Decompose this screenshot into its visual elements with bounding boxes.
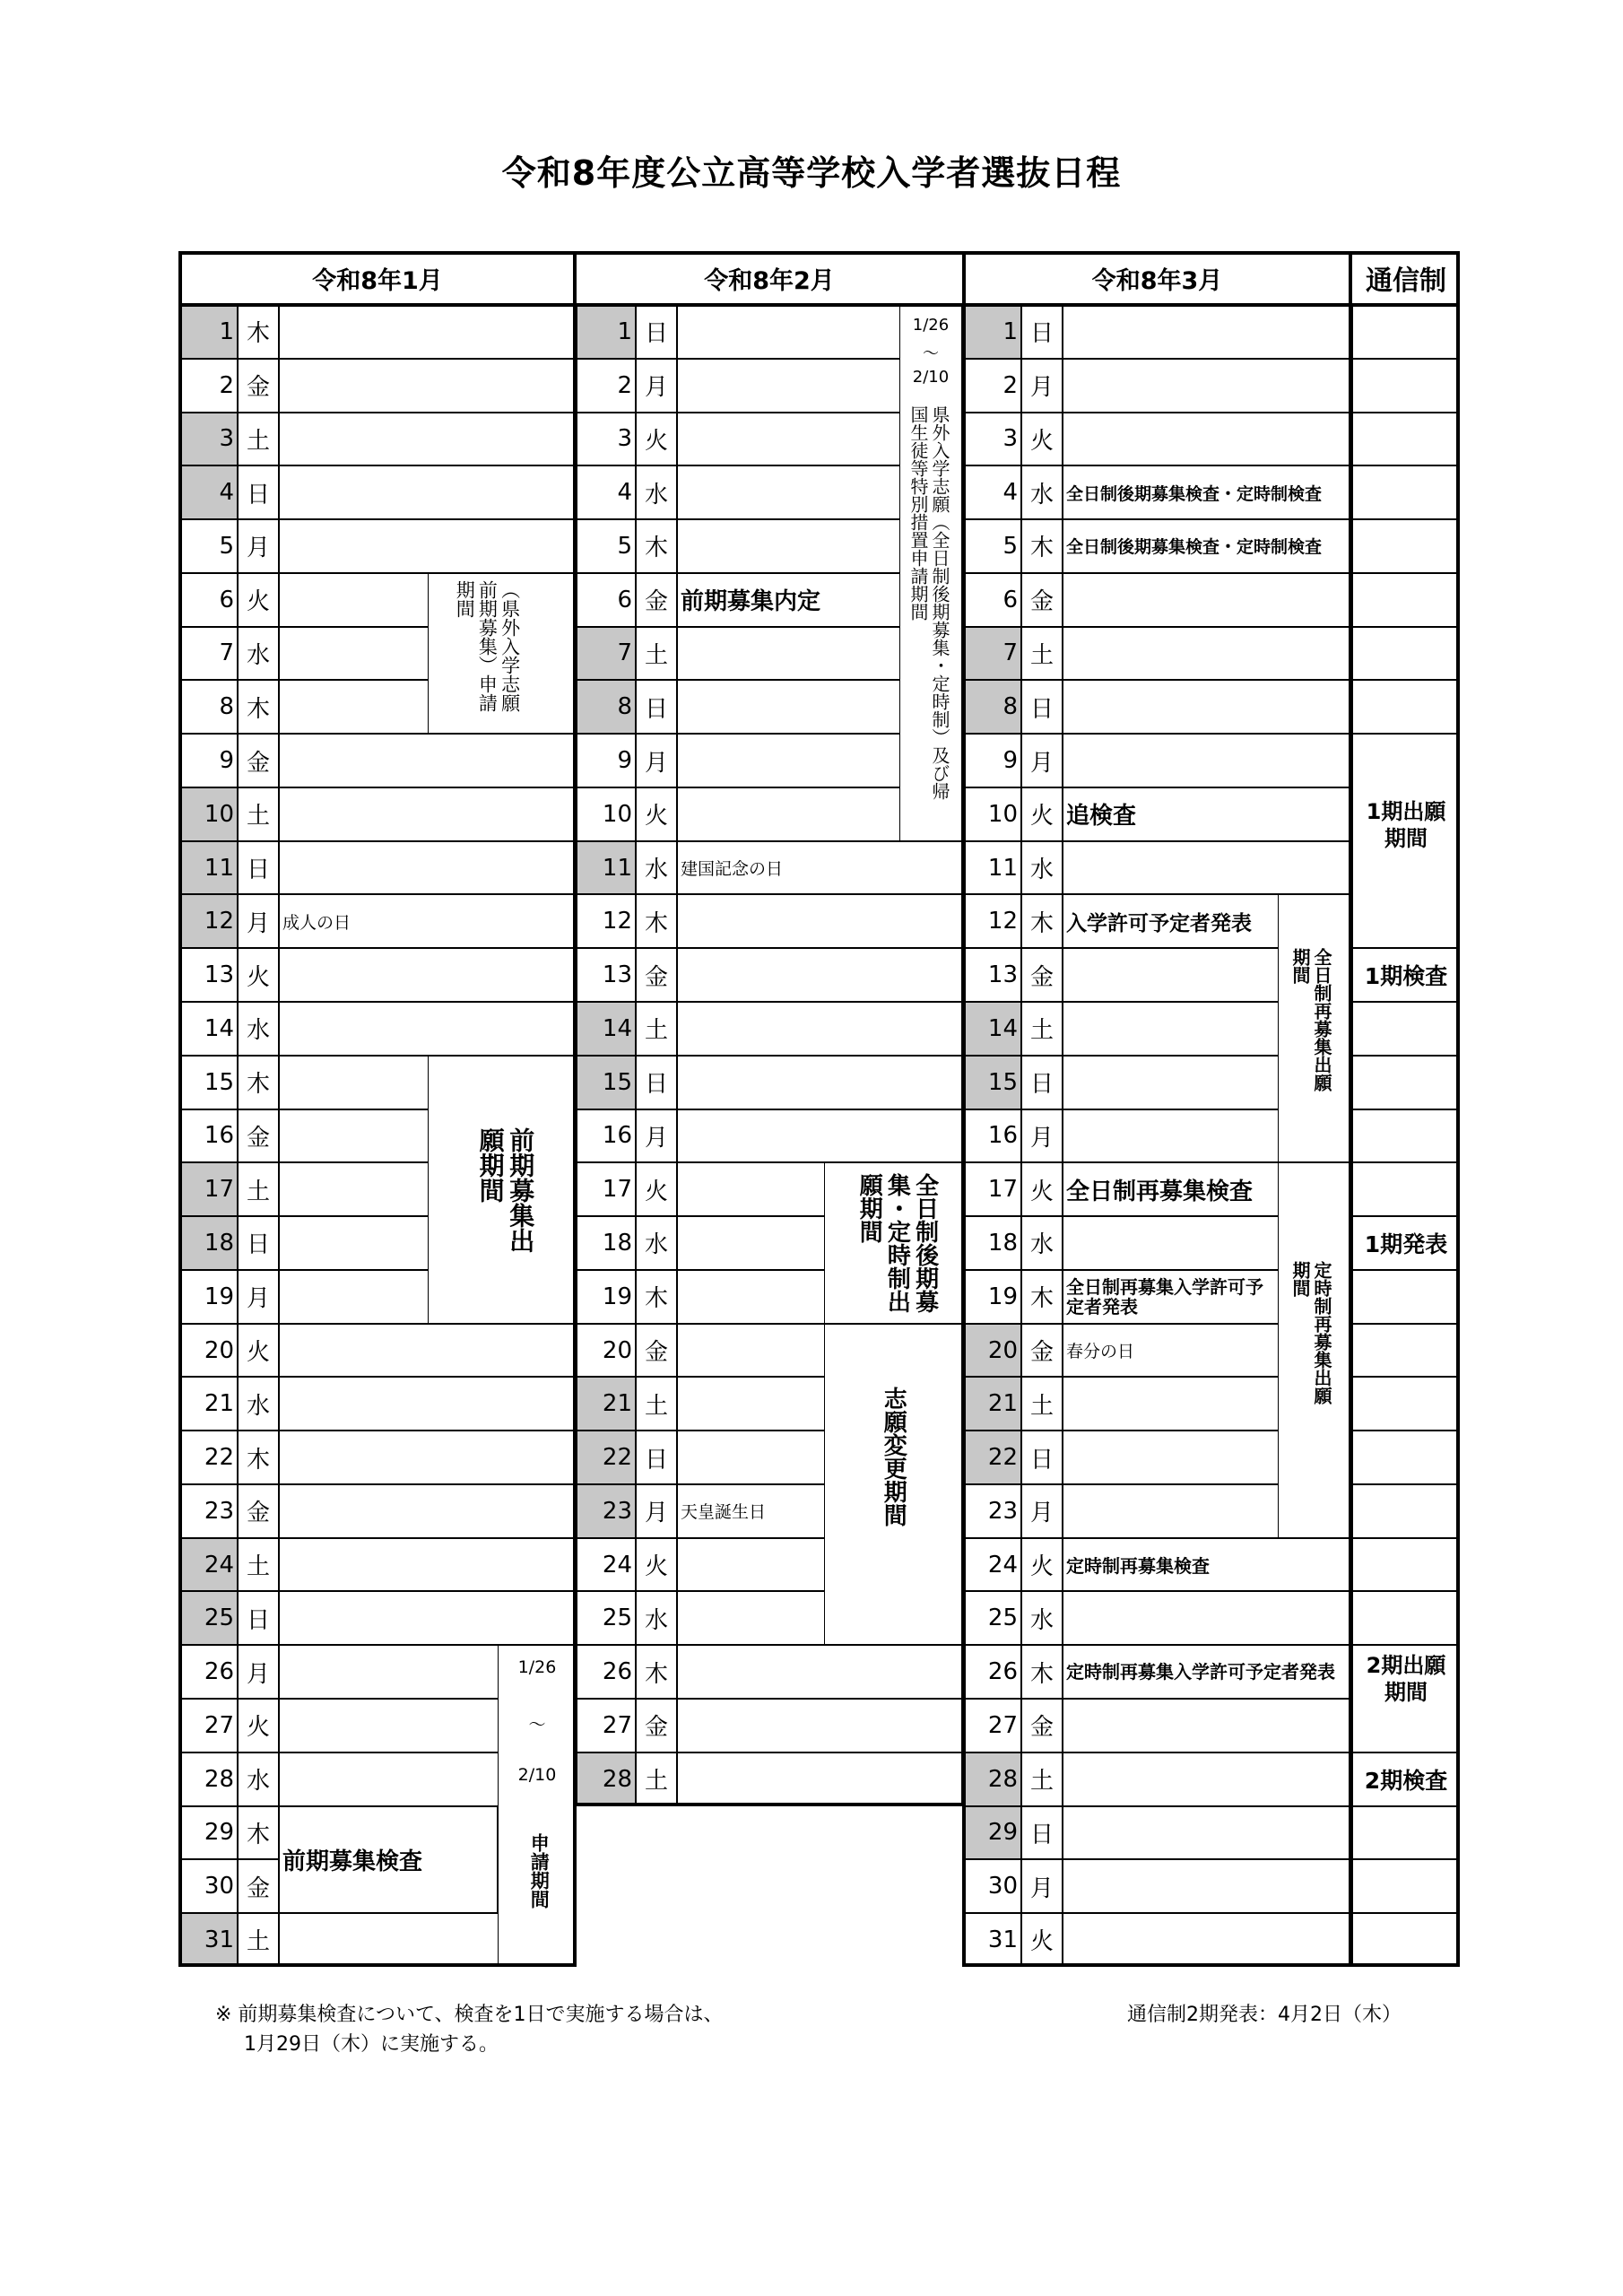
march-weekday: 月 bbox=[1029, 749, 1054, 777]
march-weekday: 金 bbox=[1029, 1339, 1054, 1366]
february-weekday: 木 bbox=[644, 1285, 668, 1313]
january-weekday: 木 bbox=[246, 1071, 270, 1099]
footnote-right: 通信制2期発表：4月2日（木） bbox=[1127, 2004, 1402, 2026]
march-weekday: 金 bbox=[1029, 963, 1054, 991]
february-weekday: 日 bbox=[644, 695, 668, 723]
january-weekday: 土 bbox=[246, 1928, 270, 1956]
march-day-number: 11 bbox=[987, 854, 1018, 882]
february-day-number: 24 bbox=[602, 1551, 632, 1578]
february-day-number: 14 bbox=[602, 1014, 632, 1042]
march-day-number: 14 bbox=[987, 1014, 1018, 1042]
march-weekday: 火 bbox=[1029, 1553, 1054, 1581]
january-weekday: 土 bbox=[246, 1178, 270, 1205]
march-day-number: 13 bbox=[987, 961, 1018, 989]
header-mar: 令和8年3月 bbox=[1091, 266, 1223, 295]
january-day-number: 30 bbox=[204, 1873, 234, 1900]
march-weekday: 火 bbox=[1029, 1928, 1054, 1956]
january-weekday: 月 bbox=[246, 909, 270, 937]
january-weekday: 火 bbox=[246, 588, 270, 616]
february-weekday: 土 bbox=[644, 1017, 668, 1045]
february-day-number: 2 bbox=[617, 371, 632, 399]
february-day-number: 12 bbox=[602, 908, 632, 935]
footnote-line1: ※ 前期募集検査について、検査を1日で実施する場合は、 bbox=[215, 2004, 724, 2026]
january-day-number: 24 bbox=[204, 1551, 234, 1578]
march-weekday: 土 bbox=[1029, 1392, 1054, 1420]
january-day-number: 12 bbox=[204, 908, 234, 935]
february-day-number: 27 bbox=[602, 1711, 632, 1739]
mar-kensa-4: 全日制後期募集検査・定時制検査 bbox=[1066, 483, 1323, 504]
february-day-number: 4 bbox=[617, 479, 632, 507]
january-weekday: 土 bbox=[246, 427, 270, 455]
february-weekday: 金 bbox=[644, 1714, 668, 1742]
february-weekday: 月 bbox=[644, 374, 668, 402]
march-day-number: 12 bbox=[987, 908, 1018, 935]
january-weekday: 日 bbox=[246, 1231, 270, 1259]
march-weekday: 土 bbox=[1029, 1768, 1054, 1796]
march-weekday: 水 bbox=[1029, 857, 1054, 884]
february-day-number: 22 bbox=[602, 1444, 632, 1472]
feb-span-tilde: ～ bbox=[923, 344, 939, 363]
march-day-number: 4 bbox=[1002, 479, 1018, 507]
february-day-number: 16 bbox=[602, 1122, 632, 1150]
february-weekday: 金 bbox=[644, 1339, 668, 1366]
january-weekday: 金 bbox=[246, 1500, 270, 1527]
march-day-number: 3 bbox=[1002, 425, 1018, 453]
mar-shunbun: 春分の日 bbox=[1066, 1342, 1135, 1361]
march-weekday: 月 bbox=[1029, 1124, 1054, 1152]
january-day-number: 15 bbox=[204, 1068, 234, 1096]
mar-tei-shutsugan-text: 定時制再募集出願期間 bbox=[1289, 1261, 1332, 1405]
february-weekday: 月 bbox=[644, 1124, 668, 1152]
january-day-number: 22 bbox=[204, 1444, 234, 1472]
january-weekday: 月 bbox=[246, 1660, 270, 1688]
feb-kouki-text: 全日制後期募集・定時制出願期間 bbox=[855, 1173, 939, 1314]
march-weekday: 日 bbox=[1029, 320, 1054, 348]
march-day-number: 26 bbox=[987, 1658, 1018, 1686]
january-weekday: 金 bbox=[246, 374, 270, 402]
march-weekday: 水 bbox=[1029, 1231, 1054, 1259]
march-weekday: 木 bbox=[1029, 1660, 1054, 1688]
february-day-number: 17 bbox=[602, 1176, 632, 1204]
march-weekday: 木 bbox=[1029, 909, 1054, 937]
january-day-number: 4 bbox=[219, 479, 234, 507]
mar-frame bbox=[962, 251, 1352, 1967]
january-day-number: 23 bbox=[204, 1497, 234, 1525]
ts-ki2-kensa: 2期検査 bbox=[1364, 1767, 1448, 1794]
feb-tennou: 天皇誕生日 bbox=[681, 1502, 767, 1523]
january-day-number: 5 bbox=[219, 532, 234, 560]
february-weekday: 火 bbox=[644, 1178, 668, 1205]
march-day-number: 18 bbox=[987, 1229, 1018, 1257]
february-day-number: 11 bbox=[602, 854, 632, 882]
february-day-number: 5 bbox=[617, 532, 632, 560]
january-weekday: 水 bbox=[246, 1768, 270, 1796]
january-weekday: 日 bbox=[246, 857, 270, 884]
january-day-number: 19 bbox=[204, 1283, 234, 1310]
mar-tei-kensa: 定時制再募集検査 bbox=[1066, 1555, 1210, 1578]
march-day-number: 25 bbox=[987, 1605, 1018, 1632]
february-day-number: 21 bbox=[602, 1390, 632, 1418]
march-day-number: 24 bbox=[987, 1551, 1018, 1578]
february-weekday: 土 bbox=[644, 1392, 668, 1420]
february-weekday: 土 bbox=[644, 1768, 668, 1796]
january-day-number: 18 bbox=[204, 1229, 234, 1257]
march-weekday: 水 bbox=[1029, 481, 1054, 509]
feb-henkou-text: 志願変更期間 bbox=[880, 1386, 907, 1526]
february-day-number: 25 bbox=[602, 1605, 632, 1632]
march-day-number: 22 bbox=[987, 1444, 1018, 1472]
feb-frame bbox=[573, 251, 966, 1806]
february-weekday: 月 bbox=[644, 1500, 668, 1527]
january-day-number: 14 bbox=[204, 1014, 234, 1042]
march-day-number: 6 bbox=[1002, 586, 1018, 613]
jan-seijin: 成人の日 bbox=[282, 912, 352, 933]
january-weekday: 木 bbox=[246, 320, 270, 348]
march-weekday: 金 bbox=[1029, 588, 1054, 616]
january-day-number: 3 bbox=[219, 425, 234, 453]
march-day-number: 19 bbox=[987, 1283, 1018, 1310]
january-day-number: 17 bbox=[204, 1176, 234, 1204]
january-day-number: 16 bbox=[204, 1122, 234, 1150]
january-day-number: 9 bbox=[219, 747, 234, 775]
january-day-number: 28 bbox=[204, 1765, 234, 1793]
feb-span-label: 県外入学志願（全日制後期募集・定時制）及び帰国生徒等特別措置申請期間 bbox=[907, 404, 950, 800]
march-day-number: 10 bbox=[987, 800, 1018, 828]
january-day-number: 26 bbox=[204, 1658, 234, 1686]
march-day-number: 8 bbox=[1002, 693, 1018, 721]
march-day-number: 29 bbox=[987, 1819, 1018, 1847]
march-day-number: 9 bbox=[1002, 747, 1018, 775]
header-rule bbox=[178, 303, 1460, 307]
february-weekday: 金 bbox=[644, 588, 668, 616]
january-weekday: 金 bbox=[246, 749, 270, 777]
march-weekday: 木 bbox=[1029, 535, 1054, 562]
mar-zen-kensa: 全日制再募集検査 bbox=[1066, 1178, 1254, 1205]
mar-kensa-5: 全日制後期募集検査・定時制検査 bbox=[1066, 537, 1323, 558]
header-feb: 令和8年2月 bbox=[704, 266, 835, 295]
march-weekday: 月 bbox=[1029, 374, 1054, 402]
ts-ki1-kensa: 1期検査 bbox=[1364, 963, 1448, 990]
january-day-number: 20 bbox=[204, 1336, 234, 1364]
february-weekday: 水 bbox=[644, 481, 668, 509]
february-day-number: 10 bbox=[602, 800, 632, 828]
february-weekday: 木 bbox=[644, 1660, 668, 1688]
february-day-number: 19 bbox=[602, 1283, 632, 1310]
february-weekday: 火 bbox=[644, 1553, 668, 1581]
january-day-number: 6 bbox=[219, 586, 234, 613]
march-weekday: 火 bbox=[1029, 427, 1054, 455]
feb-empty bbox=[577, 1806, 962, 1967]
mar-tsui: 追検査 bbox=[1066, 803, 1137, 831]
jan-sub-from: 1/26 bbox=[517, 1657, 557, 1678]
february-day-number: 8 bbox=[617, 693, 632, 721]
ts-ki2-shutsugan: 2期出願期間 bbox=[1366, 1653, 1446, 1706]
january-day-number: 1 bbox=[219, 317, 234, 345]
february-weekday: 日 bbox=[644, 320, 668, 348]
header-jan: 令和8年1月 bbox=[312, 266, 443, 295]
january-weekday: 月 bbox=[246, 1285, 270, 1313]
february-day-number: 23 bbox=[602, 1497, 632, 1525]
march-day-number: 28 bbox=[987, 1765, 1018, 1793]
tsushin-frame bbox=[1349, 251, 1460, 1967]
jan-kengai-text: （県外入学志願前期募集）申請期間 bbox=[454, 579, 521, 712]
jan-sub-label: 申請期間 bbox=[528, 1832, 551, 1909]
mar-zen-shutsugan-text: 全日制再募集出願期間 bbox=[1289, 948, 1332, 1092]
february-weekday: 木 bbox=[644, 535, 668, 562]
january-day-number: 13 bbox=[204, 961, 234, 989]
march-day-number: 23 bbox=[987, 1497, 1018, 1525]
january-weekday: 日 bbox=[246, 481, 270, 509]
march-day-number: 20 bbox=[987, 1336, 1018, 1364]
february-weekday: 木 bbox=[644, 909, 668, 937]
march-day-number: 15 bbox=[987, 1068, 1018, 1096]
february-day-number: 1 bbox=[617, 317, 632, 345]
february-day-number: 28 bbox=[602, 1765, 632, 1793]
mar-kyoka: 入学許可予定者発表 bbox=[1066, 911, 1252, 935]
jan-frame bbox=[178, 251, 577, 1967]
february-weekday: 水 bbox=[644, 857, 668, 884]
march-weekday: 火 bbox=[1029, 1178, 1054, 1205]
march-day-number: 17 bbox=[987, 1176, 1018, 1204]
january-weekday: 金 bbox=[246, 1874, 270, 1902]
january-day-number: 10 bbox=[204, 800, 234, 828]
jan-sub-tilde: ～ bbox=[528, 1715, 546, 1735]
jan-shutsugan-text: 前期募集出願期間 bbox=[475, 1126, 536, 1253]
january-day-number: 11 bbox=[204, 854, 234, 882]
february-day-number: 18 bbox=[602, 1229, 632, 1257]
february-day-number: 15 bbox=[602, 1068, 632, 1096]
mar-tei-happyo: 定時制再募集入学許可予定者発表 bbox=[1066, 1661, 1335, 1683]
ts-ki1-happyo: 1期発表 bbox=[1364, 1231, 1448, 1257]
march-day-number: 31 bbox=[987, 1926, 1018, 1953]
march-weekday: 土 bbox=[1029, 1017, 1054, 1045]
march-weekday: 日 bbox=[1029, 1446, 1054, 1474]
january-day-number: 27 bbox=[204, 1711, 234, 1739]
feb-span-from: 1/26 bbox=[912, 316, 950, 335]
march-weekday: 水 bbox=[1029, 1606, 1054, 1634]
january-weekday: 火 bbox=[246, 1714, 270, 1742]
february-weekday: 日 bbox=[644, 1071, 668, 1099]
january-day-number: 31 bbox=[204, 1926, 234, 1953]
january-weekday: 月 bbox=[246, 535, 270, 562]
february-day-number: 20 bbox=[602, 1336, 632, 1364]
january-weekday: 水 bbox=[246, 1017, 270, 1045]
march-day-number: 16 bbox=[987, 1122, 1018, 1150]
march-day-number: 1 bbox=[1002, 317, 1018, 345]
february-weekday: 日 bbox=[644, 1446, 668, 1474]
february-day-number: 7 bbox=[617, 639, 632, 667]
march-day-number: 2 bbox=[1002, 371, 1018, 399]
february-weekday: 月 bbox=[644, 749, 668, 777]
march-day-number: 27 bbox=[987, 1711, 1018, 1739]
january-weekday: 土 bbox=[246, 803, 270, 831]
march-weekday: 土 bbox=[1029, 641, 1054, 669]
january-weekday: 木 bbox=[246, 1821, 270, 1848]
mar-zen-happyo: 全日制再募集入学許可予定者発表 bbox=[1066, 1275, 1263, 1318]
february-day-number: 9 bbox=[617, 747, 632, 775]
february-weekday: 水 bbox=[644, 1231, 668, 1259]
january-day-number: 25 bbox=[204, 1605, 234, 1632]
january-weekday: 木 bbox=[246, 1446, 270, 1474]
january-weekday: 水 bbox=[246, 1392, 270, 1420]
february-weekday: 土 bbox=[644, 641, 668, 669]
feb-span-to: 2/10 bbox=[912, 368, 950, 387]
january-weekday: 土 bbox=[246, 1553, 270, 1581]
feb-kenkoku: 建国記念の日 bbox=[681, 859, 784, 880]
march-day-number: 5 bbox=[1002, 532, 1018, 560]
february-day-number: 3 bbox=[617, 425, 632, 453]
january-weekday: 火 bbox=[246, 1339, 270, 1366]
january-weekday: 水 bbox=[246, 641, 270, 669]
january-day-number: 21 bbox=[204, 1390, 234, 1418]
february-day-number: 6 bbox=[617, 586, 632, 613]
march-day-number: 7 bbox=[1002, 639, 1018, 667]
january-weekday: 木 bbox=[246, 695, 270, 723]
february-day-number: 26 bbox=[602, 1658, 632, 1686]
january-weekday: 日 bbox=[246, 1606, 270, 1634]
feb-naitei: 前期募集内定 bbox=[681, 588, 821, 616]
march-day-number: 30 bbox=[987, 1873, 1018, 1900]
january-day-number: 8 bbox=[219, 693, 234, 721]
january-weekday: 火 bbox=[246, 963, 270, 991]
march-weekday: 火 bbox=[1029, 803, 1054, 831]
march-day-number: 21 bbox=[987, 1390, 1018, 1418]
footnote-line2: 1月29日（木）に実施する。 bbox=[244, 2033, 499, 2056]
march-weekday: 木 bbox=[1029, 1285, 1054, 1313]
march-weekday: 日 bbox=[1029, 695, 1054, 723]
page-title: 令和8年度公立高等学校入学者選抜日程 bbox=[501, 153, 1122, 193]
february-day-number: 13 bbox=[602, 961, 632, 989]
march-weekday: 月 bbox=[1029, 1874, 1054, 1902]
header-tsushin: 通信制 bbox=[1366, 265, 1446, 297]
february-weekday: 金 bbox=[644, 963, 668, 991]
january-weekday: 金 bbox=[246, 1124, 270, 1152]
jan-kensa-text: 前期募集検査 bbox=[282, 1848, 423, 1875]
march-weekday: 月 bbox=[1029, 1500, 1054, 1527]
ts-ki1-shutsugan: 1期出願期間 bbox=[1366, 798, 1446, 851]
jan-sub-to: 2/10 bbox=[517, 1764, 557, 1785]
february-weekday: 火 bbox=[644, 427, 668, 455]
january-day-number: 2 bbox=[219, 371, 234, 399]
february-weekday: 水 bbox=[644, 1606, 668, 1634]
january-day-number: 29 bbox=[204, 1819, 234, 1847]
march-weekday: 日 bbox=[1029, 1071, 1054, 1099]
march-weekday: 日 bbox=[1029, 1821, 1054, 1848]
january-day-number: 7 bbox=[219, 639, 234, 667]
march-weekday: 金 bbox=[1029, 1714, 1054, 1742]
february-weekday: 火 bbox=[644, 803, 668, 831]
